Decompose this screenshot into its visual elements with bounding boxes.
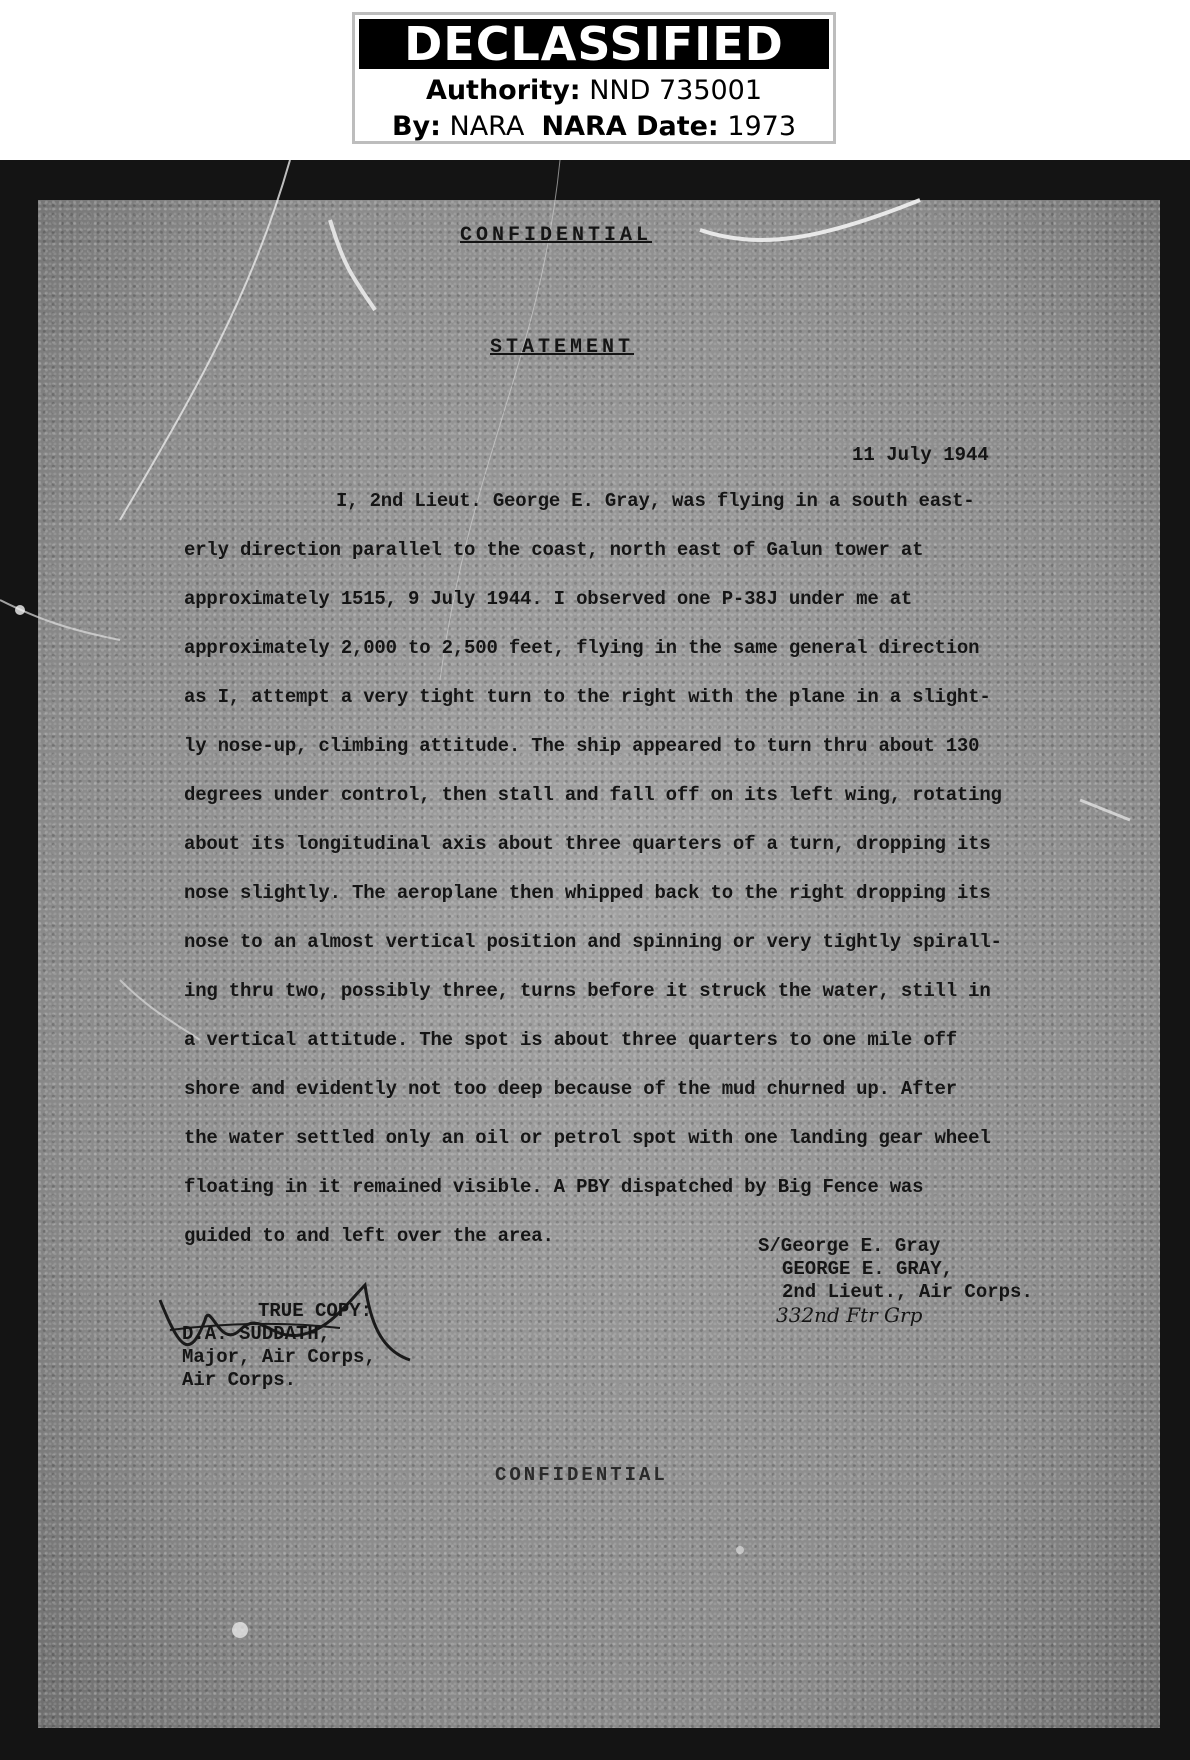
stamp-authority-label: Authority:: [425, 75, 581, 106]
statement-title: STATEMENT: [490, 336, 635, 359]
body-line: erly direction parallel to the coast, north east of Galun tower at: [184, 539, 924, 561]
certifier-branch: Air Corps.: [182, 1369, 297, 1391]
signatory-rank: 2nd Lieut., Air Corps.: [782, 1281, 1033, 1303]
body-line: ly nose-up, climbing attitude. The ship appeared to turn thru about 130: [184, 735, 980, 757]
stamp-date-label: NARA Date:: [541, 111, 719, 142]
scanned-document: [0, 160, 1190, 1760]
stamp-by-label: By:: [391, 111, 441, 142]
body-line: ing thru two, possibly three, turns before it struck the water, still in: [184, 980, 991, 1002]
stamp-date-value: 1973: [727, 111, 797, 142]
body-line: about its longitudinal axis about three quarters of a turn, dropping its: [184, 833, 991, 855]
handwritten-unit-note: 332nd Ftr Grp: [776, 1303, 923, 1327]
body-line: approximately 2,000 to 2,500 feet, flying in the same general direction: [184, 637, 980, 659]
signature-block-left: [182, 1300, 376, 1392]
stamp-authority-value: NND 735001: [589, 75, 763, 106]
body-line: nose slightly. The aeroplane then whipped back to the right dropping its: [184, 882, 991, 904]
body-line: as I, attempt a very tight turn to the right with the plane in a slight-: [184, 686, 991, 708]
stamp-by-date: [355, 111, 833, 142]
body-line: degrees under control, then stall and fall off on its left wing, rotating: [184, 784, 1002, 806]
stamp-authority: [355, 75, 833, 106]
signatory-name: GEORGE E. GRAY,: [782, 1258, 954, 1280]
statement-date: 11 July 1944: [852, 444, 989, 466]
body-line: a vertical attitude. The spot is about three quarters to one mile off: [184, 1029, 957, 1051]
classification-footer: CONFIDENTIAL: [495, 1464, 668, 1486]
stamp-by-value: NARA: [449, 111, 525, 142]
body-line: the water settled only an oil or petrol spot with one landing gear wheel: [184, 1127, 991, 1149]
paper-sheet: [38, 200, 1160, 1728]
classification-header: CONFIDENTIAL: [460, 224, 653, 247]
stamp-title: DECLASSIFIED: [359, 19, 829, 69]
declassified-stamp: [352, 12, 836, 144]
certifier-rank: Major, Air Corps,: [182, 1346, 376, 1368]
body-line: I, 2nd Lieut. George E. Gray, was flying in a south east-: [336, 490, 975, 512]
body-line: shore and evidently not too deep because of the mud churned up. After: [184, 1078, 957, 1100]
signature-block-right: [758, 1235, 1033, 1327]
body-line: guided to and left over the area.: [184, 1225, 554, 1247]
signature-typed: S/George E. Gray: [758, 1235, 941, 1257]
body-line: floating in it remained visible. A PBY dispatched by Big Fence was: [184, 1176, 924, 1198]
true-copy-label: TRUE COPY:: [258, 1300, 373, 1322]
body-line: nose to an almost vertical position and spinning or very tightly spirall-: [184, 931, 1002, 953]
certifier-name: D.A. SUDDATH,: [182, 1323, 331, 1345]
body-line: approximately 1515, 9 July 1944. I observed one P-38J under me at: [184, 588, 913, 610]
